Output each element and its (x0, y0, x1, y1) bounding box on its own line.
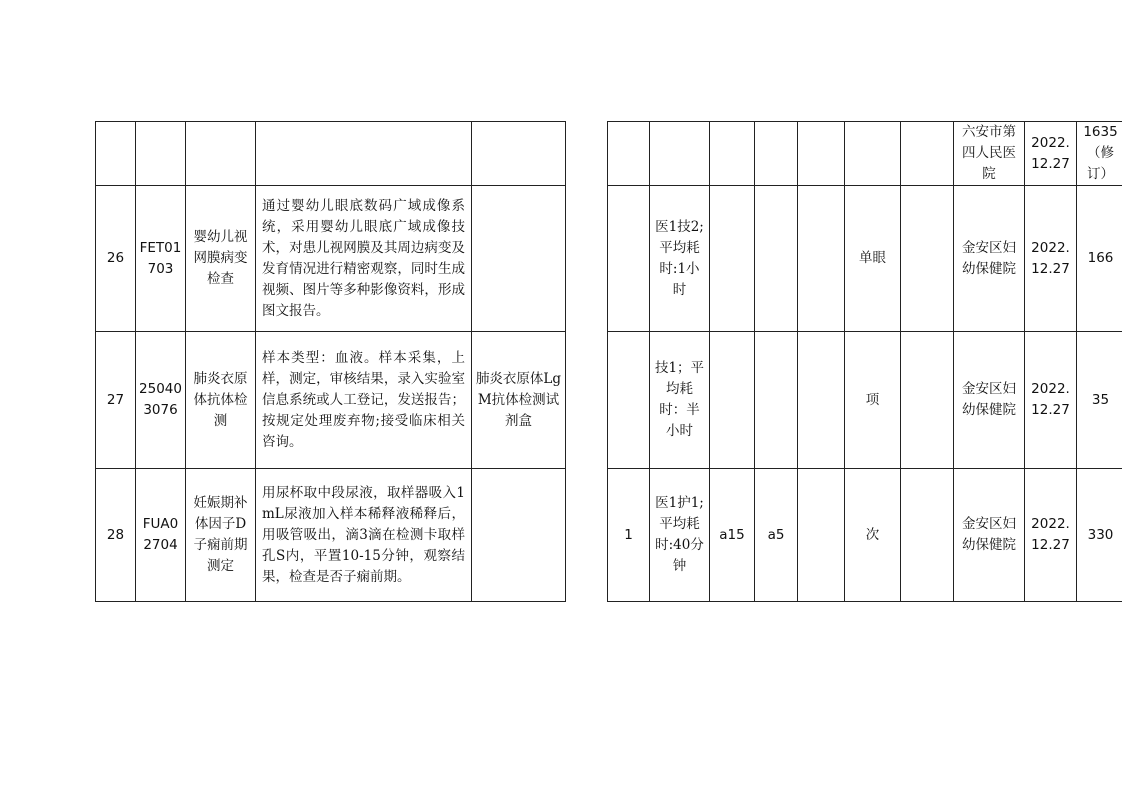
cell-excluded (566, 122, 608, 186)
cell-labor: 技1；平均耗时：半小时 (650, 332, 710, 469)
cell-unit: 次 (845, 469, 901, 602)
cell-col-a (710, 332, 755, 469)
cell-labor (650, 122, 710, 186)
cell-col-c (798, 332, 845, 469)
cell-col-d (901, 469, 954, 602)
cell-materials (472, 122, 566, 186)
cell-hospital: 六安市第四人民医院 (954, 122, 1025, 186)
cell-labor: 医1技2;平均耗时:1小时 (650, 186, 710, 332)
cell-col-a (710, 122, 755, 186)
cell-price: 1635（修订） (1077, 122, 1122, 186)
cell-col-a (710, 186, 755, 332)
table-row (96, 469, 1122, 602)
cell-code (136, 122, 186, 186)
cell-col-b: a5 (755, 469, 798, 602)
cell-col-c (798, 186, 845, 332)
cell-excluded (566, 332, 608, 469)
cell-date: 2022.12.27 (1025, 122, 1077, 186)
cell-col-b (755, 332, 798, 469)
cell-name: 妊娠期补体因子D子痫前期测定 (186, 469, 256, 602)
cell-name (186, 122, 256, 186)
cell-col-d (901, 332, 954, 469)
cell-no (96, 122, 136, 186)
cell-code: FET01703 (136, 186, 186, 332)
cell-unit-count (608, 332, 650, 469)
cell-code: 250403076 (136, 332, 186, 469)
cell-date: 2022.12.27 (1025, 332, 1077, 469)
cell-col-b (755, 122, 798, 186)
cell-col-c (798, 469, 845, 602)
cell-hospital: 金安区妇幼保健院 (954, 186, 1025, 332)
cell-hospital: 金安区妇幼保健院 (954, 469, 1025, 602)
cell-col-a: a15 (710, 469, 755, 602)
cell-date: 2022.12.27 (1025, 186, 1077, 332)
cell-materials (472, 469, 566, 602)
cell-unit (845, 122, 901, 186)
cell-labor: 医1护1;平均耗时:40分钟 (650, 469, 710, 602)
cell-unit-count (608, 122, 650, 186)
cell-price: 166 (1077, 186, 1122, 332)
cell-name: 肺炎衣原体抗体检测 (186, 332, 256, 469)
cell-content (256, 122, 472, 186)
cell-no: 27 (96, 332, 136, 469)
cell-materials (472, 186, 566, 332)
cell-content: 样本类型：血液。样本采集，上样，测定，审核结果，录入实验室信息系统或人工登记，发送报告；按规定处理废弃物;接受临床相关咨询。 (256, 332, 472, 469)
cell-code: FUA02704 (136, 469, 186, 602)
table-row (96, 122, 1122, 186)
cell-hospital: 金安区妇幼保健院 (954, 332, 1025, 469)
cell-no: 28 (96, 469, 136, 602)
cell-no: 26 (96, 186, 136, 332)
cell-unit: 项 (845, 332, 901, 469)
cell-unit-count (608, 186, 650, 332)
cell-unit: 单眼 (845, 186, 901, 332)
cell-col-d (901, 186, 954, 332)
cell-col-d (901, 122, 954, 186)
cell-unit-count: 1 (608, 469, 650, 602)
table-row (96, 186, 1122, 332)
cell-content: 用尿杯取中段尿液，取样器吸入1mL尿液加入样本稀释液稀释后，用吸管吸出，滴3滴在检测卡取样孔S内，平置10-15分钟，观察结果，检查是否子痫前期。 (256, 469, 472, 602)
cell-date: 2022.12.27 (1025, 469, 1077, 602)
cell-price: 330 (1077, 469, 1122, 602)
cell-materials: 肺炎衣原体LgM抗体检测试剂盒 (472, 332, 566, 469)
table-row (96, 332, 1122, 469)
cell-content: 通过婴幼儿眼底数码广域成像系统，采用婴幼儿眼底广域成像技术，对患儿视网膜及其周边病变及发育情况进行精密观察，同时生成视频、图片等多种影像资料，形成图文报告。 (256, 186, 472, 332)
cell-col-c (798, 122, 845, 186)
pricing-table (95, 121, 1122, 602)
cell-excluded (566, 469, 608, 602)
cell-price: 35 (1077, 332, 1122, 469)
cell-name: 婴幼儿视网膜病变检查 (186, 186, 256, 332)
cell-excluded (566, 186, 608, 332)
cell-col-b (755, 186, 798, 332)
